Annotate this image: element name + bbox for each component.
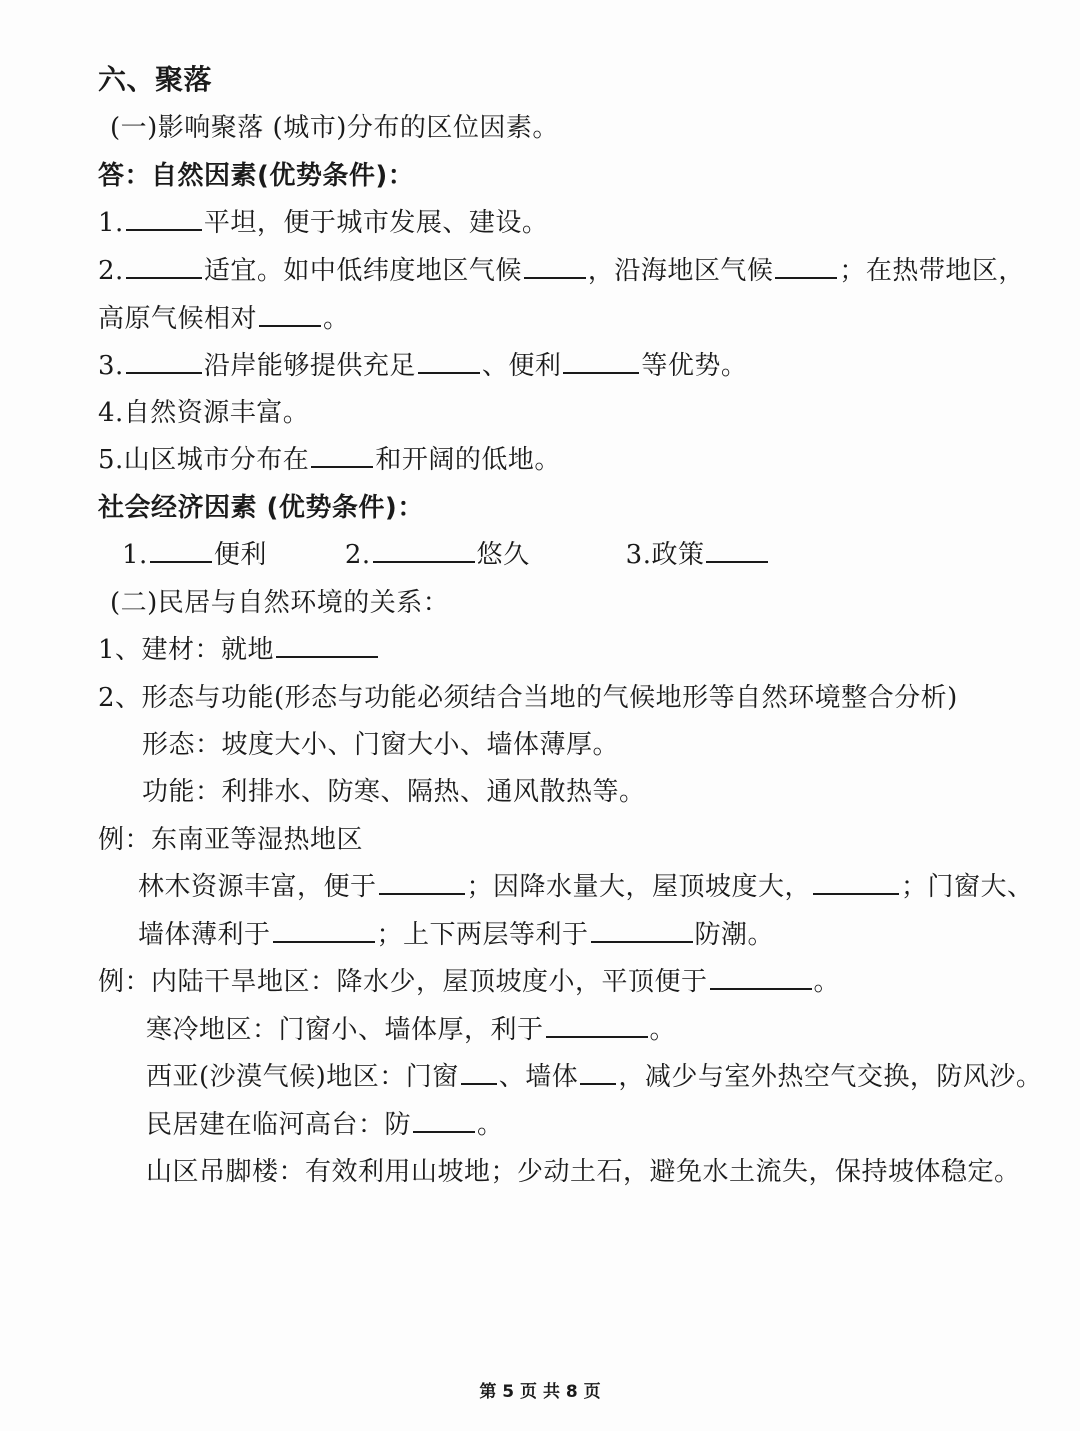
item-text: 悠久 [476,540,530,570]
example-humid-line-2 [138,919,774,951]
natural-factor-2 [98,255,1025,287]
dwelling-form-function: 2、形态与功能(形态与功能必须结合当地的气候地形等自然环境整合分析) [98,683,958,713]
fill-blank[interactable] [546,1014,648,1038]
example-west-asia [146,1061,1042,1093]
fill-blank[interactable] [524,255,586,279]
item-text: 寒冷地区：门窗小、墙体厚，利于 [146,1015,544,1045]
item-number: 1. [98,208,124,238]
natural-factor-2-continued [98,303,350,335]
fill-blank[interactable] [311,444,373,468]
answer-label: 答：自然因素(优势条件)： [98,161,415,191]
fill-blank[interactable] [273,919,375,943]
example-humid-line-1 [138,871,1034,903]
subsection-heading-2: (二)民居与自然环境的关系： [110,588,450,618]
item-text: 沿岸能够提供充足 [203,351,416,381]
item-number: 2. [344,540,371,570]
fill-blank[interactable] [461,1061,497,1085]
item-text: 防潮。 [694,920,775,950]
natural-factor-3 [98,350,747,382]
fill-blank[interactable] [813,871,899,895]
item-text: 便利 [213,540,267,570]
dwelling-material [98,634,380,666]
natural-factor-5 [98,444,561,476]
item-text: ；上下两层等利于 [376,920,589,950]
natural-factor-4: 4.自然资源丰富。 [98,398,310,428]
item-text: ；在热带地区， [839,256,1025,286]
item-text: 墙体薄利于 [138,920,271,950]
fill-blank[interactable] [379,871,465,895]
section-title: 六、聚落 [98,63,213,96]
item-text: ，减少与室外热空气交换，防风沙。 [618,1062,1043,1092]
fill-blank[interactable] [259,303,321,327]
item-text: 3.政策 [625,540,705,570]
item-text: ；因降水量大，屋顶坡度大， [466,872,812,902]
fill-blank[interactable] [706,539,768,563]
example-arid [98,966,840,998]
item-text: 例：内陆干旱地区：降水少，屋顶坡度小，平顶便于 [98,967,708,997]
fill-blank[interactable] [126,255,202,279]
fill-blank[interactable] [563,350,639,374]
item-text: 适宜。如中低纬度地区气候 [203,256,522,286]
item-text: ，沿海地区气候 [587,256,774,286]
fill-blank[interactable] [150,539,212,563]
page-number: 第 5 页 共 8 页 [479,1382,601,1402]
item-text: 。 [323,304,350,334]
item-text: 。 [477,1110,504,1140]
social-factors-list [122,539,770,571]
item-text: 平坦，便于城市发展、建设。 [203,208,549,238]
function-description: 功能：利排水、防寒、隔热、通风散热等。 [142,777,646,807]
fill-blank[interactable] [413,1109,475,1133]
item-text: 等优势。 [641,351,748,381]
example-cold [146,1014,676,1046]
item-text: 和开阔的低地。 [375,445,561,475]
fill-blank[interactable] [591,919,693,943]
fill-blank[interactable] [373,539,475,563]
item-text: 、便利 [481,351,562,381]
fill-blank[interactable] [126,350,202,374]
example-riverside [146,1109,504,1141]
natural-factor-1 [98,207,548,239]
fill-blank[interactable] [710,966,812,990]
item-text: 高原气候相对 [98,304,258,334]
item-number: 3. [98,351,124,381]
item-text: ；门窗大、 [901,872,1034,902]
item-number: 1. [122,540,148,570]
form-description: 形态：坡度大小、门窗大小、墙体薄厚。 [142,730,620,760]
social-factors-label: 社会经济因素 (优势条件)： [98,493,424,523]
example-humid-label: 例：东南亚等湿热地区 [98,825,364,855]
item-text: 。 [649,1015,677,1045]
item-text: 、墙体 [498,1062,579,1092]
item-text: 林木资源丰富，便于 [138,872,377,902]
item-text: 民居建在临河高台：防 [146,1110,412,1140]
fill-blank[interactable] [580,1061,616,1085]
fill-blank[interactable] [418,350,480,374]
example-stilt-house: 山区吊脚楼：有效利用山坡地；少动土石，避免水土流失，保持坡体稳定。 [146,1157,1021,1187]
item-text: 。 [813,967,841,997]
fill-blank[interactable] [276,634,378,658]
item-number: 2. [98,256,124,286]
item-text: 5.山区城市分布在 [98,445,310,475]
subsection-heading-1: (一)影响聚落 (城市)分布的区位因素。 [110,113,559,143]
item-text: 西亚(沙漠气候)地区：门窗 [146,1062,459,1092]
item-text: 1、建材：就地 [98,635,275,665]
fill-blank[interactable] [775,255,837,279]
fill-blank[interactable] [126,207,202,231]
